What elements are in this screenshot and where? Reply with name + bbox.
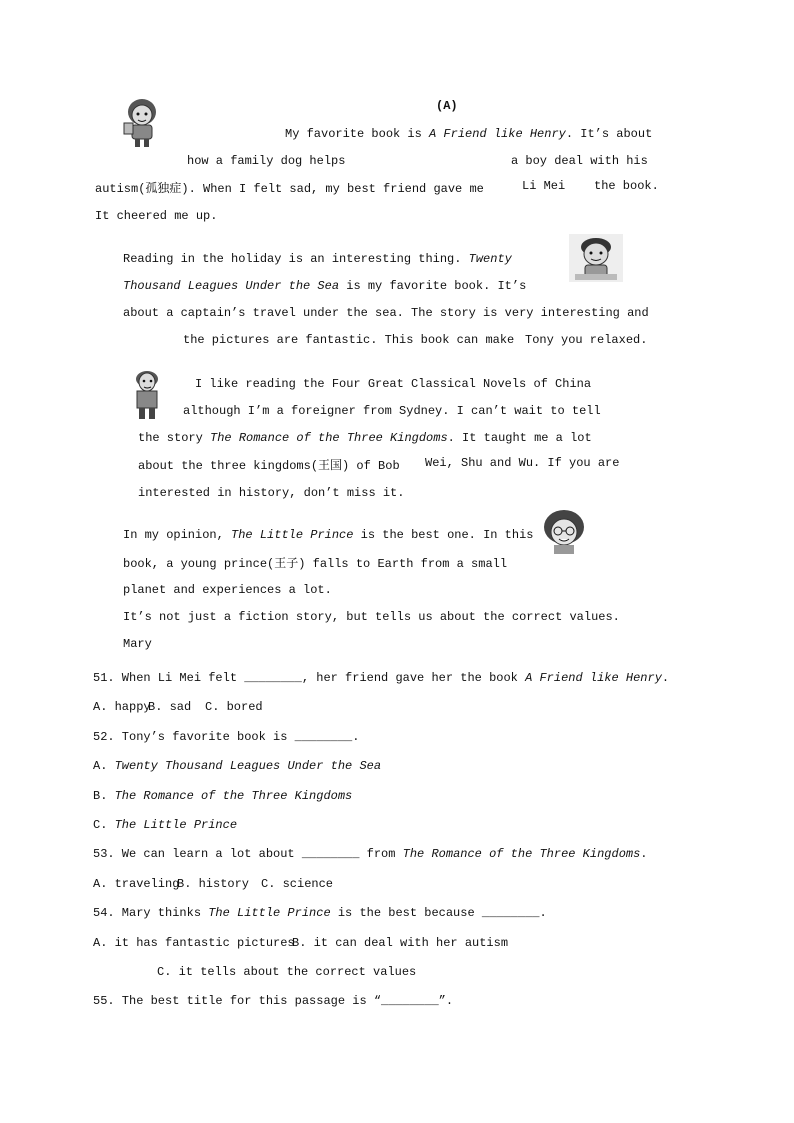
question-51 [93, 671, 669, 685]
section-title: (A) [436, 99, 458, 113]
book-title-leagues: Thousand Leagues Under the Sea [123, 279, 340, 293]
q51-option-b: B. sad [148, 700, 192, 714]
option-label: C. [93, 818, 115, 832]
question-52: 52. Tony’s favorite book is ________. [93, 730, 360, 744]
p1-text: My favorite book is [285, 127, 430, 141]
question-text: 51. When Li Mei felt ________, her friend gave her the book [93, 671, 526, 685]
question-53 [93, 847, 648, 861]
p4-text: In my opinion, [123, 528, 232, 542]
question-book-title: The Romance of the Three Kingdoms [402, 847, 641, 861]
p3-line5: interested in history, don’t miss it. [138, 486, 405, 500]
q53-option-b: B. history [177, 877, 250, 891]
p3-line1: I like reading the Four Great Classical Novels of China [195, 377, 592, 391]
q53-option-c: C. science [261, 877, 334, 891]
p4-text: is the best one. In this [353, 528, 534, 542]
q54-option-a: A. it has fantastic pictures [93, 936, 295, 950]
q52-option-b [93, 789, 352, 803]
p3-line4a: about the three kingdoms(王国) of Bob [138, 459, 400, 473]
question-text: 54. Mary thinks [93, 906, 209, 920]
p1-line4: It cheered me up. [95, 209, 218, 223]
book-title-little-prince: The Little Prince [231, 528, 354, 542]
option-book-title: Twenty Thousand Leagues Under the Sea [114, 759, 382, 773]
book-title-romance: The Romance of the Three Kingdoms [210, 431, 448, 445]
question-book-title: The Little Prince [208, 906, 331, 920]
cartoon-girl-icon [118, 96, 166, 148]
q51-option-a: A. happy [93, 700, 151, 714]
option-label: B. [93, 789, 115, 803]
question-text: is the best because ________. [330, 906, 547, 920]
p3-line3 [138, 431, 592, 445]
p3-line4b: Wei, Shu and Wu. If you are [425, 456, 620, 470]
p4-line3: planet and experiences a lot. [123, 583, 332, 597]
q54-option-b: B. it can deal with her autism [292, 936, 509, 950]
q52-option-a [93, 759, 381, 773]
q53-option-a: A. traveling [93, 877, 180, 891]
question-55: 55. The best title for this passage is “________”. [93, 994, 454, 1008]
question-text: 53. We can learn a lot about ________ from [93, 847, 403, 861]
p2-line4a: the pictures are fantastic. This book can make [183, 333, 515, 347]
p2-line2 [123, 279, 526, 293]
option-book-title: The Little Prince [114, 818, 238, 832]
p1-line3c: the book. [594, 179, 659, 193]
p3-line2: although I’m a foreigner from Sydney. I can’t wait to tell [183, 404, 601, 418]
question-text: . [640, 847, 648, 861]
p4-line2: book, a young prince(王子) falls to Earth from a small [123, 557, 508, 571]
p4-line1 [123, 528, 533, 542]
p1-line1 [285, 127, 652, 141]
question-book-title: A Friend like Henry [525, 671, 662, 685]
p1-line3a: autism(孤独症). When I felt sad, my best friend gave me [95, 182, 484, 196]
p4-line5: Mary [123, 637, 152, 651]
cartoon-man-icon [128, 368, 166, 420]
p4-line4: It’s not just a fiction story, but tells us about the correct values. [123, 610, 620, 624]
p2-text: Reading in the holiday is an interesting thing. [123, 252, 469, 266]
question-54 [93, 906, 547, 920]
q51-option-c: C. bored [205, 700, 263, 714]
p2-text: is my favorite book. It’s [339, 279, 527, 293]
book-title-twenty: Twenty [468, 252, 512, 266]
option-book-title: The Romance of the Three Kingdoms [114, 789, 353, 803]
option-label: A. [93, 759, 115, 773]
p2-line4b: Tony you relaxed. [525, 333, 648, 347]
p3-text: . It taught me a lot [447, 431, 592, 445]
p1-line3b: Li Mei [522, 179, 566, 193]
p2-line3: about a captain’s travel under the sea. The story is very interesting and [123, 306, 649, 320]
q54-option-c: C. it tells about the correct values [157, 965, 417, 979]
p1-line2a: how a family dog helps [187, 154, 346, 168]
p1-line2b: a boy deal with his [511, 154, 648, 168]
question-text: . [661, 671, 670, 685]
cartoon-boy-icon [569, 234, 623, 282]
q52-option-c [93, 818, 237, 832]
cartoon-girl-glasses-icon [538, 509, 590, 555]
p1-text: . It’s about [565, 127, 653, 141]
p3-text: the story [138, 431, 211, 445]
book-title-henry: A Friend like Henry [429, 127, 566, 141]
p2-line1 [123, 252, 512, 266]
